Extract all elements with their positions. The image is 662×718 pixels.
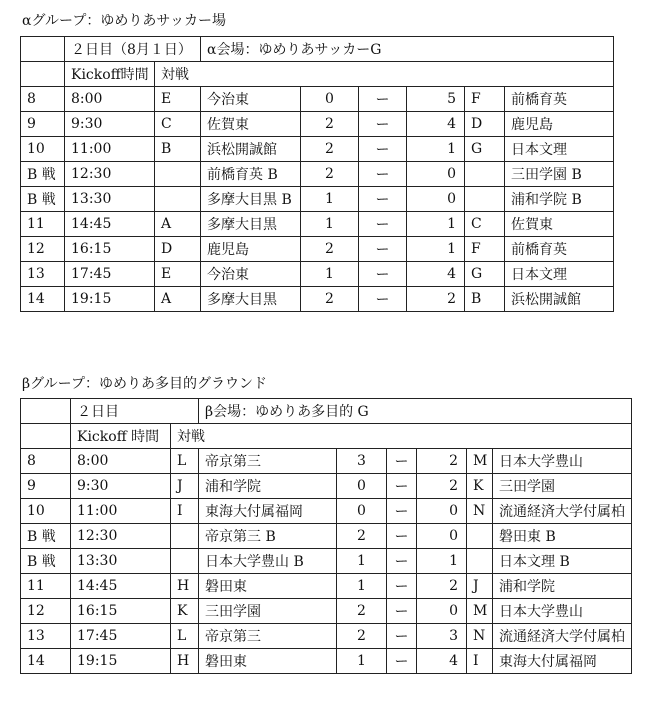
home-group-cell	[155, 162, 201, 187]
home-score-cell: 2	[301, 237, 359, 262]
away-score-cell: 1	[407, 212, 465, 237]
home-group-cell: A	[155, 212, 201, 237]
home-team-cell: 多摩大目黒 B	[201, 187, 301, 212]
away-group-cell: G	[465, 137, 505, 162]
match-number-cell: B 戦	[21, 524, 71, 549]
home-team-cell: 今治東	[201, 87, 301, 112]
home-team-cell: 磐田東	[199, 574, 337, 599]
kickoff-time-cell: 16:15	[65, 237, 155, 262]
away-team-cell: 浦和学院	[493, 574, 632, 599]
home-group-cell: C	[155, 112, 201, 137]
kickoff-time-cell: 16:15	[71, 599, 171, 624]
away-group-cell: B	[465, 287, 505, 312]
home-group-cell	[155, 187, 201, 212]
home-team-cell: 鹿児島	[201, 237, 301, 262]
away-group-cell: N	[467, 624, 493, 649]
away-team-cell: 浦和学院 B	[505, 187, 614, 212]
away-score-cell: 4	[417, 649, 467, 674]
kickoff-time-cell: 17:45	[71, 624, 171, 649]
kickoff-time-cell: 9:30	[71, 474, 171, 499]
home-team-cell: 多摩大目黒	[201, 212, 301, 237]
match-number-cell: 9	[21, 474, 71, 499]
home-group-cell: E	[155, 262, 201, 287]
home-score-cell: 2	[301, 162, 359, 187]
away-score-cell: 0	[407, 162, 465, 187]
away-team-cell: 前橋育英	[505, 237, 614, 262]
alpha-group-title: αグループ：ゆめりあサッカー場	[22, 13, 227, 29]
match-number-cell: 13	[21, 624, 71, 649]
home-group-cell: A	[155, 287, 201, 312]
score-dash-cell: ー	[359, 237, 407, 262]
home-group-cell: L	[171, 624, 199, 649]
score-dash-cell: ー	[387, 449, 417, 474]
home-score-cell: 0	[337, 474, 387, 499]
match-number-cell: 13	[21, 262, 65, 287]
table-row	[21, 187, 614, 212]
away-group-cell: J	[467, 574, 493, 599]
match-number-cell: 12	[21, 237, 65, 262]
away-score-cell: 4	[407, 262, 465, 287]
alpha-header-corner	[21, 37, 65, 62]
home-score-cell: 3	[337, 449, 387, 474]
alpha-header-row	[21, 37, 614, 62]
away-group-cell: I	[467, 649, 493, 674]
kickoff-time-cell: 17:45	[65, 262, 155, 287]
home-group-cell	[171, 524, 199, 549]
home-team-cell: 磐田東	[199, 649, 337, 674]
beta-group-title: βグループ：ゆめりあ多目的グラウンド	[22, 376, 267, 392]
kickoff-time-cell: 12:30	[71, 524, 171, 549]
home-team-cell: 三田学園	[199, 599, 337, 624]
alpha-kickoff-header: Kickoff時間	[65, 62, 155, 87]
table-row	[21, 624, 632, 649]
kickoff-time-cell: 19:15	[65, 287, 155, 312]
away-group-cell: N	[467, 499, 493, 524]
away-group-cell: F	[465, 87, 505, 112]
table-row	[21, 449, 632, 474]
match-number-cell: 10	[21, 137, 65, 162]
home-team-cell: 日本大学豊山 B	[199, 549, 337, 574]
away-group-cell: G	[465, 262, 505, 287]
alpha-match-header: 対戦	[155, 62, 614, 87]
table-row	[21, 499, 632, 524]
away-score-cell: 0	[407, 187, 465, 212]
home-group-cell: L	[171, 449, 199, 474]
away-team-cell: 浜松開誠館	[505, 287, 614, 312]
score-dash-cell: ー	[359, 162, 407, 187]
away-score-cell: 0	[417, 524, 467, 549]
alpha-column-header-row	[21, 62, 614, 87]
beta-venue-label: β会場：ゆめりあ多目的 G	[199, 399, 632, 424]
kickoff-time-cell: 13:30	[71, 549, 171, 574]
score-dash-cell: ー	[359, 137, 407, 162]
table-row	[21, 262, 614, 287]
away-score-cell: 4	[407, 112, 465, 137]
table-row	[21, 137, 614, 162]
match-number-cell: 10	[21, 499, 71, 524]
kickoff-time-cell: 14:45	[71, 574, 171, 599]
away-team-cell: 流通経済大学付属柏	[493, 499, 632, 524]
score-dash-cell: ー	[359, 87, 407, 112]
away-score-cell: 1	[407, 137, 465, 162]
away-score-cell: 2	[417, 474, 467, 499]
home-team-cell: 東海大付属福岡	[199, 499, 337, 524]
home-team-cell: 帝京第三	[199, 449, 337, 474]
alpha-schedule-table	[20, 36, 614, 312]
score-dash-cell: ー	[359, 262, 407, 287]
home-group-cell: E	[155, 87, 201, 112]
home-score-cell: 2	[301, 112, 359, 137]
beta-match-header: 対戦	[171, 424, 632, 449]
home-team-cell: 浜松開誠館	[201, 137, 301, 162]
match-number-cell: 11	[21, 212, 65, 237]
away-team-cell: 日本大学豊山	[493, 599, 632, 624]
score-dash-cell: ー	[387, 499, 417, 524]
score-dash-cell: ー	[359, 287, 407, 312]
away-group-cell: C	[465, 212, 505, 237]
match-number-cell: B 戦	[21, 549, 71, 574]
match-number-cell: 8	[21, 449, 71, 474]
table-row	[21, 549, 632, 574]
kickoff-time-cell: 8:00	[71, 449, 171, 474]
home-team-cell: 多摩大目黒	[201, 287, 301, 312]
home-team-cell: 佐賀東	[201, 112, 301, 137]
kickoff-time-cell: 13:30	[65, 187, 155, 212]
match-number-cell: 14	[21, 649, 71, 674]
score-dash-cell: ー	[387, 649, 417, 674]
away-score-cell: 2	[417, 449, 467, 474]
home-score-cell: 1	[337, 574, 387, 599]
table-row	[21, 649, 632, 674]
away-team-cell: 鹿児島	[505, 112, 614, 137]
match-number-cell: 11	[21, 574, 71, 599]
away-group-cell: F	[465, 237, 505, 262]
kickoff-time-cell: 12:30	[65, 162, 155, 187]
home-score-cell: 1	[301, 262, 359, 287]
away-score-cell: 2	[417, 574, 467, 599]
home-group-cell: D	[155, 237, 201, 262]
away-score-cell: 5	[407, 87, 465, 112]
away-team-cell: 日本文理	[505, 262, 614, 287]
home-group-cell: H	[171, 649, 199, 674]
away-group-cell: M	[467, 599, 493, 624]
match-number-cell: B 戦	[21, 162, 65, 187]
home-group-cell: B	[155, 137, 201, 162]
kickoff-time-cell: 11:00	[71, 499, 171, 524]
away-group-cell: D	[465, 112, 505, 137]
away-score-cell: 1	[417, 549, 467, 574]
home-team-cell: 前橋育英 B	[201, 162, 301, 187]
away-team-cell: 東海大付属福岡	[493, 649, 632, 674]
away-team-cell: 磐田東 B	[493, 524, 632, 549]
beta-schedule-table	[20, 398, 632, 674]
score-dash-cell: ー	[387, 524, 417, 549]
beta-kickoff-header: Kickoff 時間	[71, 424, 171, 449]
away-team-cell: 日本大学豊山	[493, 449, 632, 474]
score-dash-cell: ー	[359, 187, 407, 212]
alpha-day-label: ２日目（8月１日）	[65, 37, 201, 62]
home-group-cell: J	[171, 474, 199, 499]
away-score-cell: 2	[407, 287, 465, 312]
home-group-cell	[171, 549, 199, 574]
home-score-cell: 0	[337, 499, 387, 524]
table-row	[21, 599, 632, 624]
away-team-cell: 前橋育英	[505, 87, 614, 112]
away-group-cell	[465, 162, 505, 187]
match-number-cell: 9	[21, 112, 65, 137]
home-team-cell: 帝京第三 B	[199, 524, 337, 549]
match-number-cell: B 戦	[21, 187, 65, 212]
away-score-cell: 1	[407, 237, 465, 262]
beta-column-header-corner	[21, 424, 71, 449]
kickoff-time-cell: 9:30	[65, 112, 155, 137]
home-score-cell: 2	[337, 599, 387, 624]
home-score-cell: 1	[301, 187, 359, 212]
table-row	[21, 112, 614, 137]
score-dash-cell: ー	[387, 624, 417, 649]
score-dash-cell: ー	[359, 112, 407, 137]
table-row	[21, 87, 614, 112]
beta-match-rows	[21, 449, 632, 674]
away-group-cell	[465, 187, 505, 212]
table-row	[21, 574, 632, 599]
home-score-cell: 2	[337, 624, 387, 649]
away-score-cell: 0	[417, 599, 467, 624]
table-row	[21, 237, 614, 262]
away-group-cell: M	[467, 449, 493, 474]
beta-header-corner	[21, 399, 71, 424]
match-number-cell: 8	[21, 87, 65, 112]
home-score-cell: 1	[337, 649, 387, 674]
away-group-cell: K	[467, 474, 493, 499]
score-dash-cell: ー	[387, 599, 417, 624]
table-row	[21, 162, 614, 187]
away-team-cell: 佐賀東	[505, 212, 614, 237]
kickoff-time-cell: 8:00	[65, 87, 155, 112]
table-row	[21, 474, 632, 499]
score-dash-cell: ー	[387, 574, 417, 599]
home-group-cell: I	[171, 499, 199, 524]
score-dash-cell: ー	[359, 212, 407, 237]
away-group-cell	[467, 549, 493, 574]
home-score-cell: 1	[301, 212, 359, 237]
away-team-cell: 流通経済大学付属柏	[493, 624, 632, 649]
away-team-cell: 日本文理	[505, 137, 614, 162]
away-group-cell	[467, 524, 493, 549]
home-team-cell: 浦和学院	[199, 474, 337, 499]
beta-day-label: ２日目	[71, 399, 199, 424]
away-team-cell: 日本文理 B	[493, 549, 632, 574]
kickoff-time-cell: 19:15	[71, 649, 171, 674]
home-score-cell: 2	[301, 137, 359, 162]
away-team-cell: 三田学園	[493, 474, 632, 499]
home-score-cell: 2	[337, 524, 387, 549]
home-team-cell: 帝京第三	[199, 624, 337, 649]
kickoff-time-cell: 11:00	[65, 137, 155, 162]
match-number-cell: 12	[21, 599, 71, 624]
score-dash-cell: ー	[387, 549, 417, 574]
home-score-cell: 1	[337, 549, 387, 574]
beta-header-row	[21, 399, 632, 424]
home-score-cell: 0	[301, 87, 359, 112]
alpha-match-rows	[21, 87, 614, 312]
score-dash-cell: ー	[387, 474, 417, 499]
match-number-cell: 14	[21, 287, 65, 312]
table-row	[21, 524, 632, 549]
home-group-cell: K	[171, 599, 199, 624]
beta-column-header-row	[21, 424, 632, 449]
table-row	[21, 287, 614, 312]
alpha-venue-label: α会場：ゆめりあサッカーG	[201, 37, 614, 62]
home-group-cell: H	[171, 574, 199, 599]
alpha-column-header-corner	[21, 62, 65, 87]
home-score-cell: 2	[301, 287, 359, 312]
away-team-cell: 三田学園 B	[505, 162, 614, 187]
home-team-cell: 今治東	[201, 262, 301, 287]
table-row	[21, 212, 614, 237]
kickoff-time-cell: 14:45	[65, 212, 155, 237]
away-score-cell: 0	[417, 499, 467, 524]
away-score-cell: 3	[417, 624, 467, 649]
